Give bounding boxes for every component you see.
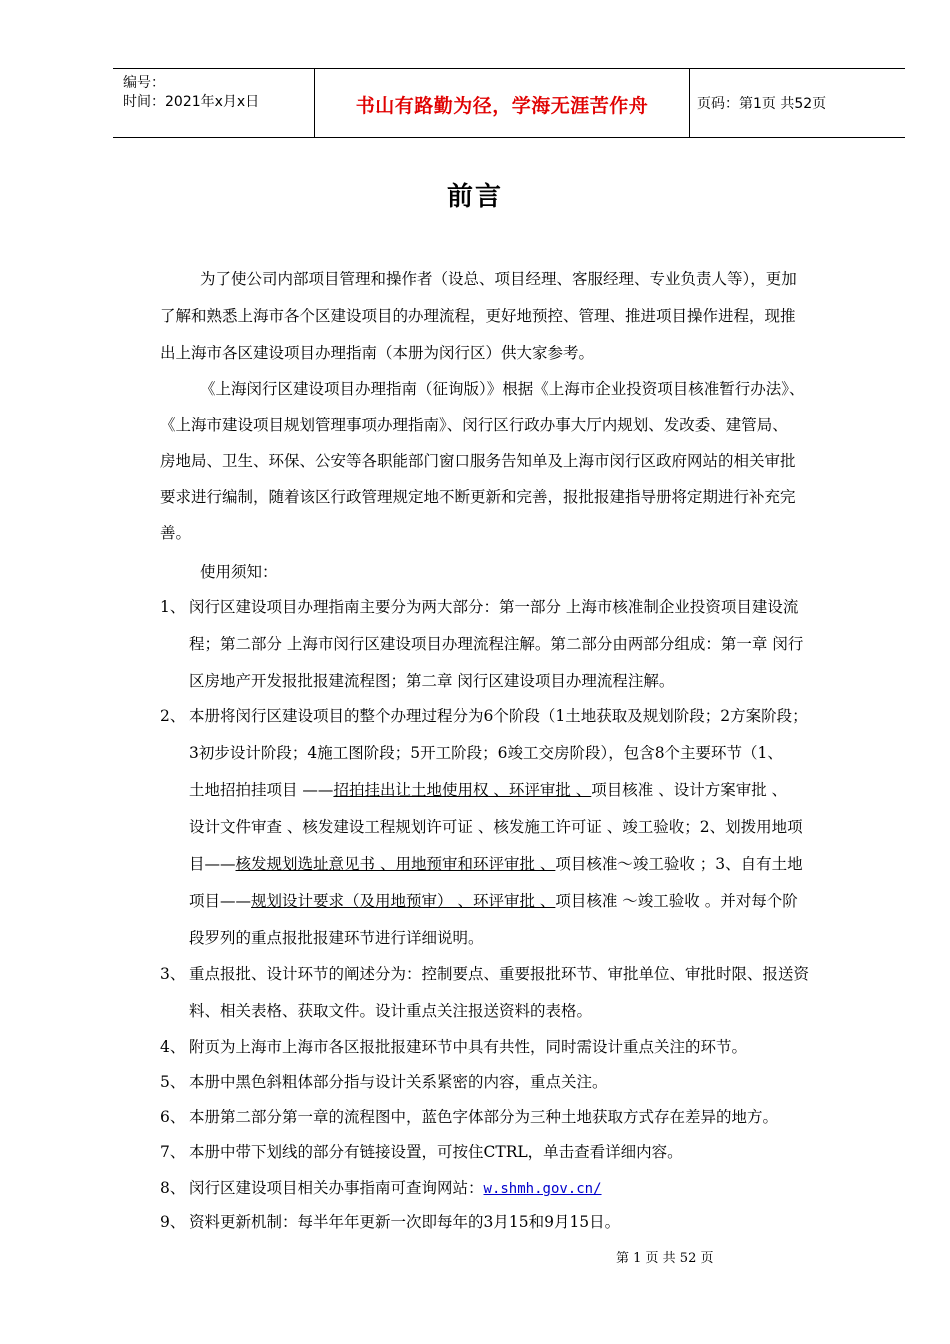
- item-2-line: 3初步设计阶段；4施工图阶段；5开工阶段；6竣工交房阶段），包含8个主要环节（1、: [189, 744, 783, 762]
- link-planning-requirements[interactable]: 规划设计要求（及用地预审） 、环评审批 、: [251, 892, 556, 910]
- header-page-number: 页码：第1页 共52页: [697, 96, 827, 112]
- item-2-text: 目——: [189, 855, 236, 873]
- intro-p2-line: 《上海闵行区建设项目办理指南（征询版）》根据《上海市企业投资项目核准暂行办法》、: [200, 380, 805, 398]
- item-2-line: [189, 854, 803, 874]
- page-footer: 第 1 页 共 52 页: [616, 1251, 714, 1266]
- header-number: 编号：: [123, 75, 165, 91]
- header-time: 时间：2021年x月x日: [123, 94, 260, 110]
- item-8-text: 闵行区建设项目相关办事指南可查询网站：: [189, 1179, 484, 1197]
- intro-p2-line: 要求进行编制，随着该区行政管理规定地不断更新和完善，报批报建指导册将定期进行补充完: [160, 488, 796, 506]
- header-motto-cell: [314, 69, 690, 137]
- item-2-text: 项目——: [189, 892, 252, 910]
- link-site-selection[interactable]: 核发规划选址意见书 、用地预审和环评审批 、: [235, 855, 556, 873]
- item-number: 3、: [160, 965, 186, 983]
- item-2-text: 项目核准 ～竣工验收 。并对每个阶: [555, 892, 798, 910]
- item-9-line: 资料更新机制：每半年年更新一次即每年的3月15和9月15日。: [189, 1213, 621, 1231]
- item-2-line: [189, 780, 787, 800]
- intro-p1-line: 了解和熟悉上海市各个区建设项目的办理流程，更好地预控、管理、推进项目操作进程，现推: [160, 307, 796, 325]
- item-3-line: 重点报批、设计环节的阐述分为：控制要点、重要报批环节、审批单位、审批时限、报送资: [189, 965, 810, 983]
- header-page-cell: [689, 69, 905, 137]
- item-4-line: 附页为上海市上海市各区报批报建环节中具有共性，同时需设计重点关注的环节。: [189, 1038, 748, 1056]
- item-7-line: 本册中带下划线的部分有链接设置，可按住CTRL，单击查看详细内容。: [189, 1143, 683, 1161]
- intro-p2-line: 《上海市建设项目规划管理事项办理指南》、闵行区行政办事大厅内规划、发改委、建管局、: [160, 416, 788, 434]
- item-8-line: [189, 1178, 602, 1199]
- intro-p1-line: 为了使公司内部项目管理和操作者（设总、项目经理、客服经理、专业负责人等），更加: [200, 270, 797, 288]
- item-number: 4、: [160, 1038, 186, 1056]
- page-header: [113, 68, 905, 138]
- item-3-line: 料、相关表格、获取文件。设计重点关注报送资料的表格。: [189, 1002, 593, 1020]
- header-info-cell: [113, 69, 313, 137]
- item-number: 1、: [160, 598, 186, 616]
- item-number: 2、: [160, 707, 186, 725]
- item-6-line: 本册第二部分第一章的流程图中，蓝色字体部分为三种土地获取方式存在差异的地方。: [189, 1108, 779, 1126]
- intro-p2-line: 善。: [160, 524, 192, 542]
- item-2-text: 项目核准 、设计方案审批 、: [591, 781, 788, 799]
- page-title: 前言: [446, 182, 503, 212]
- intro-p2-line: 房地局、卫生、环保、公安等各职能部门窗口服务告知单及上海市闵行区政府网站的相关审批: [160, 452, 796, 470]
- item-2-line: 段罗列的重点报批报建环节进行详细说明。: [189, 929, 484, 947]
- item-2-line: 本册将闵行区建设项目的整个办理过程分为6个阶段（1土地获取及规划阶段；2方案阶段；: [189, 707, 808, 725]
- item-number: 9、: [160, 1213, 186, 1231]
- item-number: 8、: [160, 1179, 186, 1197]
- item-number: 5、: [160, 1073, 186, 1091]
- header-motto: 书山有路勤为径，学海无涯苦作舟: [355, 95, 649, 117]
- item-1-line: 区房地产开发报批报建流程图；第二章 闵行区建设项目办理流程注解。: [189, 672, 675, 690]
- intro-p1-line: 出上海市各区建设项目办理指南（本册为闵行区）供大家参考。: [160, 344, 595, 362]
- item-1-line: 程；第二部分 上海市闵行区建设项目办理流程注解。第二部分由两部分组成：第一章 闵行: [189, 635, 804, 653]
- item-number: 7、: [160, 1143, 186, 1161]
- item-2-line: 设计文件审查 、核发建设工程规划许可证 、核发施工许可证 、竣工验收；2、划拨用地项: [189, 818, 803, 836]
- item-number: 6、: [160, 1108, 186, 1126]
- item-2-line: [189, 891, 798, 911]
- item-5-line: 本册中黑色斜粗体部分指与设计关系紧密的内容，重点关注。: [189, 1073, 608, 1091]
- item-1-line: 闵行区建设项目办理指南主要分为两大部分：第一部分 上海市核准制企业投资项目建设流: [189, 598, 799, 616]
- item-2-text: 项目核准～竣工验收 ；3、自有土地: [555, 855, 803, 873]
- website-link[interactable]: w.shmh.gov.cn/: [483, 1181, 602, 1197]
- notice-heading: 使用须知：: [200, 563, 278, 581]
- link-land-auction[interactable]: 招拍挂出让土地使用权 、环评审批 、: [333, 781, 592, 799]
- item-2-text: 土地招拍挂项目 ——: [189, 781, 334, 799]
